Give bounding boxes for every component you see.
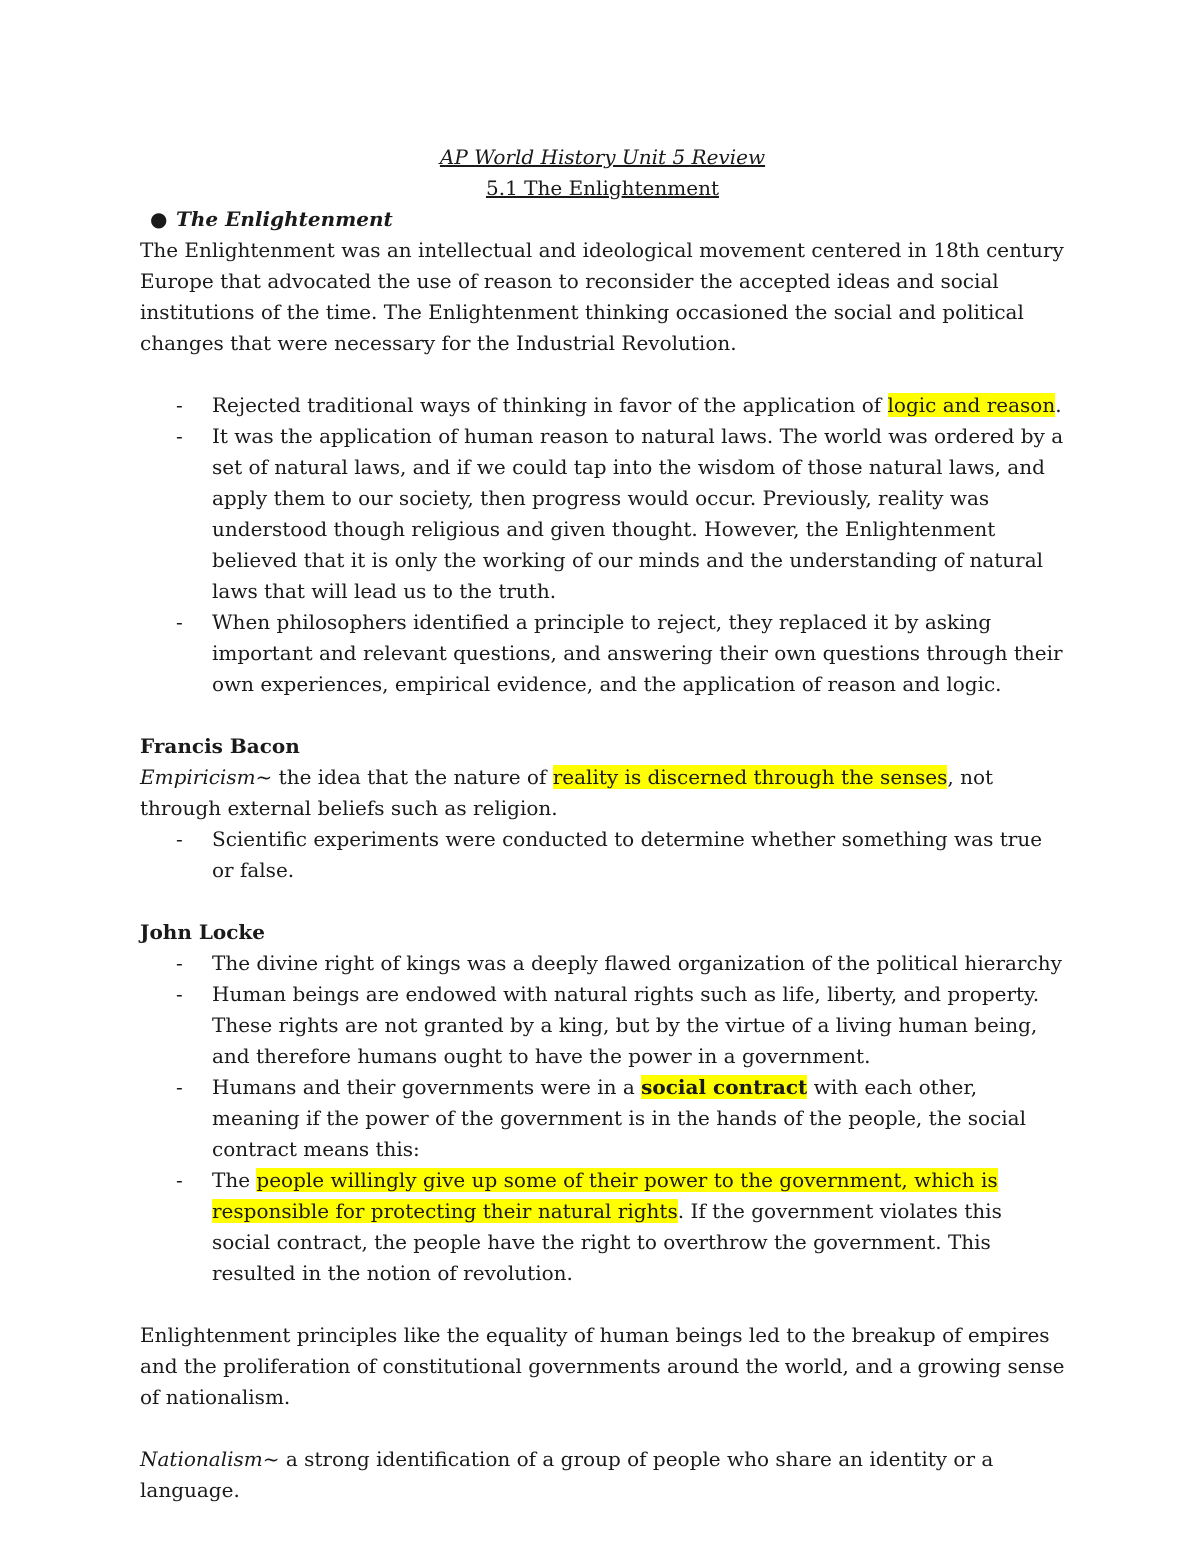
list-item-text: When philosophers identified a principle to reject, they replaced it by asking important and relevant questions, and answering their own questions through their own experiences, empirical evidence, and the application of reason and logic. bbox=[212, 610, 1063, 696]
dash-marker: - bbox=[176, 610, 183, 634]
document-title: AP World History Unit 5 Review bbox=[439, 145, 766, 169]
term-label: Nationalism~ bbox=[140, 1447, 280, 1471]
list-item bbox=[140, 948, 1065, 979]
definition-text: the idea that the nature of bbox=[272, 765, 553, 789]
list-item bbox=[140, 421, 1065, 607]
bacon-heading: Francis Bacon bbox=[140, 734, 300, 758]
bullet-dot-icon: ● bbox=[150, 207, 168, 231]
dash-marker: - bbox=[176, 393, 183, 417]
highlighted-text: people willingly give up some of their power to the government, which is responsible for protecting their natural rights bbox=[212, 1168, 998, 1223]
enlightenment-list bbox=[140, 390, 1065, 700]
locke-list bbox=[140, 948, 1065, 1289]
definition-text: a strong identification of a group of people who share an identity or a language. bbox=[140, 1447, 994, 1502]
dash-marker: - bbox=[176, 1075, 183, 1099]
list-item bbox=[140, 824, 1065, 886]
dash-marker: - bbox=[176, 1168, 183, 1192]
section-title: 5.1 The Enlightenment bbox=[485, 176, 719, 200]
spacer bbox=[140, 886, 1065, 917]
spacer bbox=[140, 1413, 1065, 1444]
list-item-text: Human beings are endowed with natural rights such as life, liberty, and property. These rights are not granted by a king, but by the virtue of a living human being, and therefore humans ought to have the power in a government. bbox=[212, 982, 1040, 1068]
term-label: Empiricism~ bbox=[140, 765, 273, 789]
highlighted-text: logic and reason bbox=[887, 393, 1056, 417]
list-item-text: The bbox=[212, 1168, 257, 1192]
spacer bbox=[140, 359, 1065, 390]
locke-heading: John Locke bbox=[140, 920, 266, 944]
list-item-text: Scientific experiments were conducted to determine whether something was true or false. bbox=[212, 827, 1043, 882]
intro-paragraph: The Enlightenment was an intellectual and ideological movement centered in 18th century Europe that advocated the use of reason to reconsider the accepted ideas and social institutions of the time. The Enlightenment thinking occasioned the social and political changes that were necessary for the Industrial Revolution. bbox=[140, 238, 1064, 355]
list-item bbox=[140, 1072, 1065, 1165]
spacer bbox=[140, 700, 1065, 731]
empiricism-definition bbox=[140, 762, 1065, 824]
highlighted-text: reality is discerned through the senses bbox=[552, 765, 948, 789]
spacer bbox=[140, 1289, 1065, 1320]
list-item bbox=[140, 979, 1065, 1072]
bacon-list bbox=[140, 824, 1065, 886]
dash-marker: - bbox=[176, 982, 183, 1006]
section-bullet-label: The Enlightenment bbox=[176, 207, 393, 231]
document-page bbox=[140, 142, 1065, 1506]
list-item-text: Humans and their governments were in a bbox=[212, 1075, 642, 1099]
dash-marker: - bbox=[176, 827, 183, 851]
list-item-text: Rejected traditional ways of thinking in favor of the application of bbox=[212, 393, 888, 417]
list-item-text: It was the application of human reason to natural laws. The world was ordered by a set of natural laws, and if we could tap into the wisdom of those natural laws, and apply them to our society, then progress would occur. Previously, reality was understood though religious and given thought. However, the Enlightenment believed that it is only the working of our minds and the understanding of natural laws that will lead us to the truth. bbox=[212, 424, 1064, 603]
principles-paragraph: Enlightenment principles like the equality of human beings led to the breakup of empires and the proliferation of constitutional governments around the world, and a growing sense of nationalism. bbox=[140, 1323, 1065, 1409]
nationalism-definition bbox=[140, 1444, 1065, 1506]
dash-marker: - bbox=[176, 424, 183, 448]
list-item bbox=[140, 607, 1065, 700]
list-item-text: . bbox=[1055, 393, 1062, 417]
list-item bbox=[140, 390, 1065, 421]
list-item-text: . If the government violates this social contract, the people have the right to overthrow the government. This resulted in the notion of revolution. bbox=[212, 1199, 1002, 1285]
section-bullet bbox=[140, 204, 1065, 235]
dash-marker: - bbox=[176, 951, 183, 975]
list-item-text: The divine right of kings was a deeply flawed organization of the political hierarchy bbox=[212, 951, 1062, 975]
highlighted-text: social contract bbox=[641, 1075, 808, 1099]
list-item-text: with each other, meaning if the power of the government is in the hands of the people, the social contract means this: bbox=[212, 1075, 1026, 1161]
definition-text: , not through external beliefs such as religion. bbox=[140, 765, 994, 820]
list-item bbox=[140, 1165, 1065, 1289]
